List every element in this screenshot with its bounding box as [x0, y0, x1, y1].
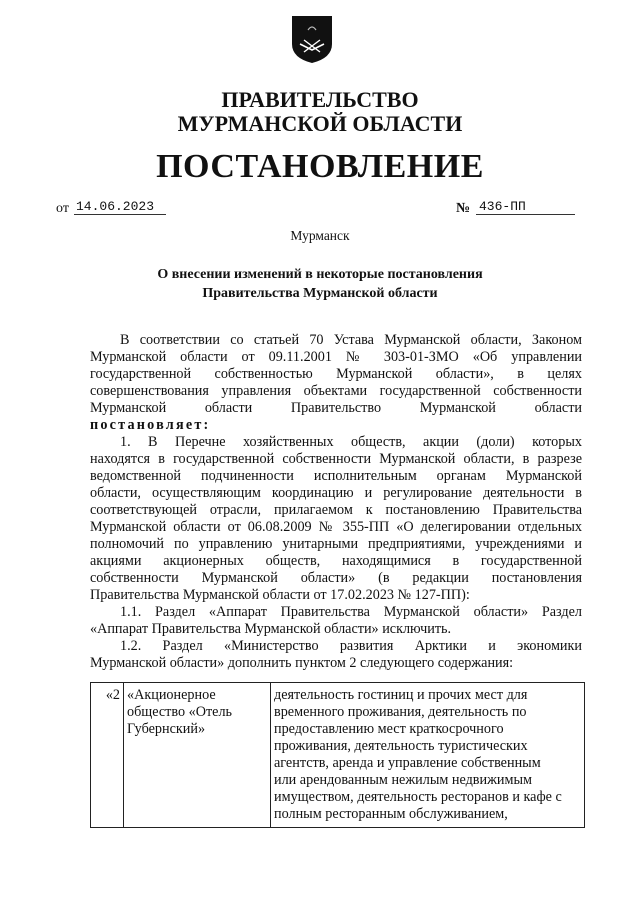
body-line: совершенствования управления объектами государственной собственности [90, 383, 582, 399]
murmansk-coat-of-arms-icon [290, 14, 334, 64]
companies-table [90, 682, 585, 828]
activity-line: проживания, деятельность туристических [274, 738, 528, 754]
government-name-line1: ПРАВИТЕЛЬСТВО [221, 87, 419, 112]
resolves-word: постановляет: [90, 417, 211, 433]
body-line: государственной собственностью Мурманской области», в целях [90, 366, 582, 382]
activity-line: предоставлению мест краткосрочного [274, 721, 504, 737]
activity-cell [271, 683, 585, 828]
body-line: В соответствии со статьей 70 Устава Мурманской области, Законом [120, 332, 582, 348]
body-line: «Аппарат Правительства Мурманской области» исключить. [90, 621, 452, 637]
date-value: 14.06.2023 [74, 199, 166, 215]
row-number-cell [91, 683, 124, 828]
number-label: № [456, 201, 471, 216]
body-line: Мурманской области от 09.11.2001 № 303-01-ЗМО «Об управлении [90, 349, 582, 365]
body-line: Мурманской области Правительство Мурманской области [90, 400, 582, 416]
body-line: 1.2. Раздел «Министерство развития Арктики и экономики [120, 638, 582, 654]
activity-line: временного проживания, деятельность по [274, 704, 527, 720]
body-line: 1.1. Раздел «Аппарат Правительства Мурманской области» Раздел [120, 604, 582, 620]
body-line: Мурманской области» дополнить пунктом 2 следующего содержания: [90, 655, 514, 671]
document-title-line2: Правительства Мурманской области [202, 286, 438, 301]
body-line: ведомственной подчиненности исполнительным органам Мурманской [90, 468, 582, 484]
body-line: собственности Мурманской области» (в редакции постановления [90, 570, 582, 586]
activity-line: агентств, аренда и управление собственным [274, 755, 541, 771]
body-line: полномочий по управлению унитарными предприятиями, учреждениями и [90, 536, 582, 552]
activity-line: полным ресторанным обслуживанием, [274, 806, 508, 822]
city-name: Мурманск [290, 228, 350, 243]
activity-line: деятельность гостиниц и прочих мест для [274, 687, 528, 703]
company-name-line: Губернский» [127, 721, 206, 737]
activity-line: имуществом, деятельность ресторанов и кафе с [274, 789, 562, 805]
body-line: соответствующей отрасли, прилагаемом к постановлению Правительства [90, 502, 582, 518]
document-type-title: ПОСТАНОВЛЕНИЕ [156, 148, 484, 185]
table-row [91, 683, 585, 828]
government-name-line2: МУРМАНСКОЙ ОБЛАСТИ [177, 111, 463, 136]
company-name-line: общество «Отель [127, 704, 233, 720]
body-line: области, осуществляющим координацию и регулирование деятельности в [90, 485, 582, 501]
body-line: 1. В Перечне хозяйственных обществ, акции (доли) которых [120, 434, 582, 450]
number-value: 436-ПП [476, 199, 575, 215]
activity-line: или арендованным нежилым недвижимым [274, 772, 532, 788]
date-label: от [56, 201, 69, 216]
body-line: Мурманской области от 06.08.2009 № 355-ПП «О делегировании отдельных [90, 519, 582, 535]
body-line: акциями акционерных обществ, находящимися в государственной [90, 553, 582, 569]
company-name-cell [124, 683, 271, 828]
body-line: Правительства Мурманской области от 17.02.2023 № 127-ПП): [90, 587, 470, 603]
company-name-line: «Акционерное [127, 687, 216, 703]
body-line: находятся в государственной собственности Мурманской области, в разрезе [90, 451, 582, 467]
document-title-line1: О внесении изменений в некоторые постановления [157, 267, 483, 282]
row-number: «2 [105, 687, 120, 703]
